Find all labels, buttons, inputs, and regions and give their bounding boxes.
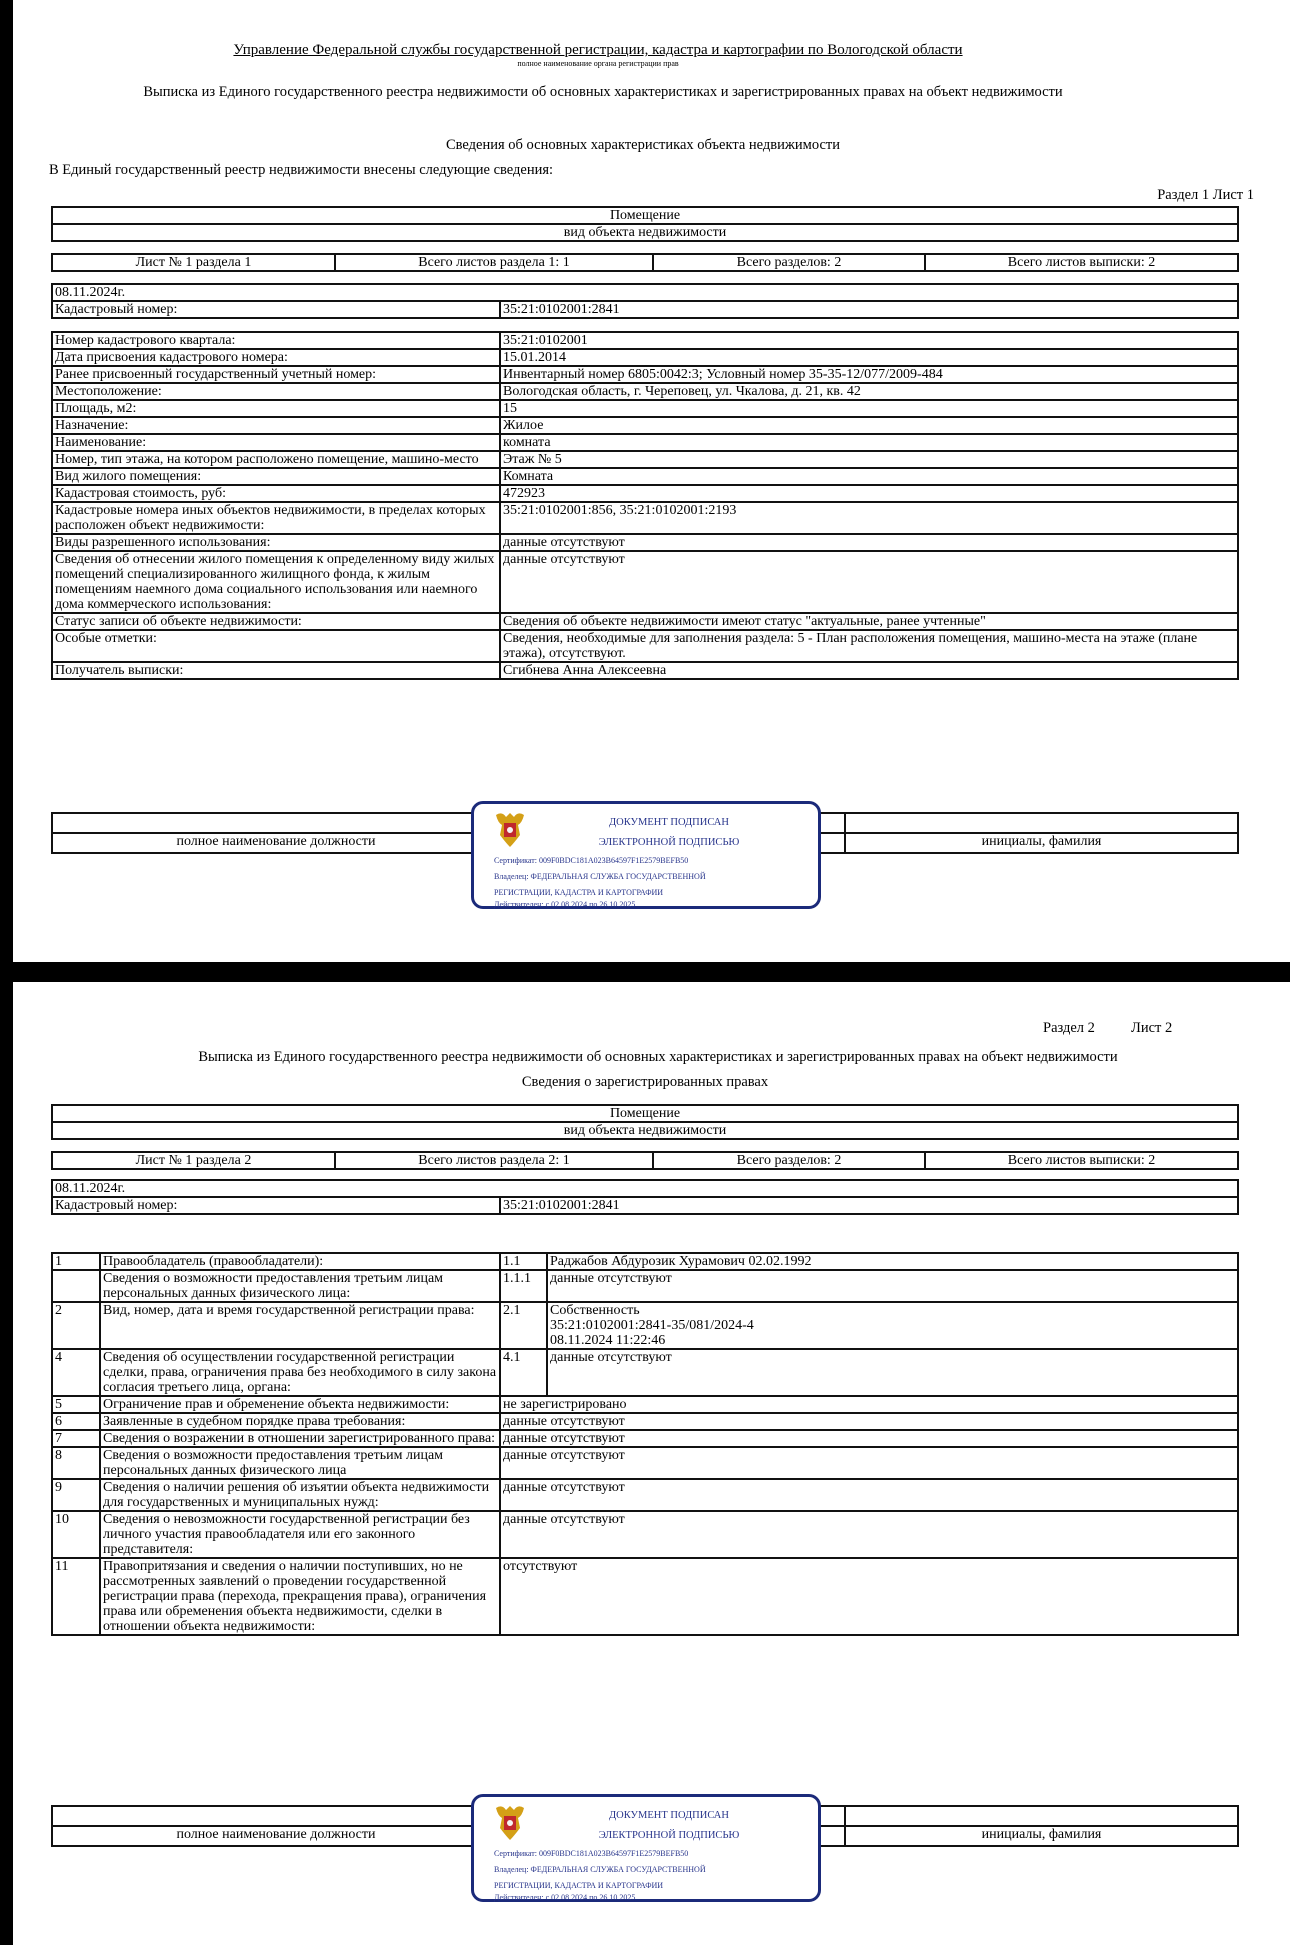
personal-data-value: данные отсутствуют <box>547 1270 1238 1302</box>
property-row <box>52 551 1238 613</box>
sheet-info-cell: Всего разделов: 2 <box>653 1152 925 1169</box>
sheet-info-cell: Всего листов раздела 1: 1 <box>335 254 653 271</box>
row-number: 9 <box>52 1479 100 1511</box>
property-row <box>52 332 1238 349</box>
property-label: Сведения об отнесении жилого помещения к определенному виду жилых помещений специализированного жилищного фонда, к жилым помещениям наемного дома социального использования или наемного дома коммерческого использования: <box>52 551 500 613</box>
consent-label: Сведения об осуществлении государственной регистрации сделки, права, ограничения права без необходимого в силу закона согласия третьего лица, органа: <box>100 1349 500 1396</box>
property-value: 15 <box>500 400 1238 417</box>
sub-number: 1.1 <box>500 1253 547 1270</box>
property-value: Вологодская область, г. Череповец, ул. Чкалова, д. 21, кв. 42 <box>500 383 1238 400</box>
property-row <box>52 534 1238 551</box>
object-type-caption: вид объекта недвижимости <box>52 1122 1238 1139</box>
property-row <box>52 451 1238 468</box>
stamp-owner-1: Владелец: ФЕДЕРАЛЬНАЯ СЛУЖБА ГОСУДАРСТВЕННОЙ <box>494 1865 706 1874</box>
stamp-certificate: Сертификат: 009F0BDC181A023B64597F1E2579BEFB50 <box>494 1849 689 1858</box>
property-row <box>52 383 1238 400</box>
row-number: 6 <box>52 1413 100 1430</box>
rights-row <box>52 1396 1238 1413</box>
stamp-validity: Действителен: с 02.08.2024 по 26.10.2025 <box>494 900 636 909</box>
sheet-info-table <box>51 253 1239 272</box>
registration-number: 35:21:0102001:2841-35/081/2024-4 <box>550 1318 754 1333</box>
property-label: Номер кадастрового квартала: <box>52 332 500 349</box>
extract-title: Выписка из Единого государственного реестра недвижимости об основных характеристиках и зарегистрированных правах на объект недвижимости <box>198 1049 1118 1065</box>
signatory-initials-caption: инициалы, фамилия <box>845 833 1238 853</box>
property-row <box>52 502 1238 534</box>
object-type-table <box>51 206 1239 242</box>
stamp-certificate: Сертификат: 009F0BDC181A023B64597F1E2579BEFB50 <box>494 856 689 865</box>
property-label: Местоположение: <box>52 383 500 400</box>
sheet-info-cell: Всего листов выписки: 2 <box>925 254 1238 271</box>
electronic-signature-stamp <box>471 801 821 909</box>
registry-org-caption: полное наименование органа регистрации прав <box>517 59 679 68</box>
sheet-info-cell: Всего разделов: 2 <box>653 254 925 271</box>
rights-row <box>52 1447 1238 1479</box>
object-properties-table <box>51 331 1239 680</box>
cadastral-number-label: Кадастровый номер: <box>52 1197 500 1214</box>
rights-label: Сведения о возможности предоставления третьим лицам персональных данных физического лица <box>100 1447 500 1479</box>
sub-number: 4.1 <box>500 1349 547 1396</box>
page-reference: Раздел 1 Лист 1 <box>1157 187 1254 203</box>
stamp-owner-2: РЕГИСТРАЦИИ, КАДАСТРА И КАРТОГРАФИИ <box>494 1881 664 1890</box>
property-label: Дата присвоения кадастрового номера: <box>52 349 500 366</box>
sub-number: 2.1 <box>500 1302 547 1349</box>
row-number: 2 <box>52 1302 100 1349</box>
property-label: Особые отметки: <box>52 630 500 662</box>
registration-label: Вид, номер, дата и время государственной регистрации права: <box>100 1302 500 1349</box>
section-title: Сведения об основных характеристиках объекта недвижимости <box>445 137 841 153</box>
rights-table <box>51 1252 1239 1636</box>
rights-label: Правопритязания и сведения о наличии поступивших, но не рассмотренных заявлений о проведении государственной регистрации права (перехода, прекращения права), ограничения права или обременения объекта недвижимости, сделки в отношении объекта недвижимости: <box>100 1558 500 1635</box>
cadastral-number-value: 35:21:0102001:2841 <box>500 301 1238 318</box>
coat-of-arms-icon <box>492 1802 528 1842</box>
property-value: данные отсутствуют <box>500 551 1238 613</box>
stamp-line-2: ЭЛЕКТРОННОЙ ПОДПИСЬЮ <box>598 837 740 848</box>
row-number: 1 <box>52 1253 100 1270</box>
section-reference: Раздел 2 <box>1043 1020 1095 1036</box>
rights-value: данные отсутствуют <box>500 1479 1238 1511</box>
rights-value: не зарегистрировано <box>500 1396 1238 1413</box>
registration-value <box>547 1302 1238 1349</box>
property-label: Ранее присвоенный государственный учетный номер: <box>52 366 500 383</box>
property-label: Площадь, м2: <box>52 400 500 417</box>
extract-date: 08.11.2024г. <box>52 284 1238 301</box>
rights-value: данные отсутствуют <box>500 1447 1238 1479</box>
object-type-table <box>51 1104 1239 1140</box>
object-type: Помещение <box>52 207 1238 224</box>
personal-data-label: Сведения о возможности предоставления третьим лицам персональных данных физического лица: <box>100 1270 500 1302</box>
row-number: 11 <box>52 1558 100 1635</box>
row-number: 10 <box>52 1511 100 1558</box>
sub-number: 1.1.1 <box>500 1270 547 1302</box>
signatory-position-caption: полное наименование должности <box>52 833 500 853</box>
property-row <box>52 400 1238 417</box>
stamp-line-1: ДОКУМЕНТ ПОДПИСАН <box>609 817 729 828</box>
property-value: данные отсутствуют <box>500 534 1238 551</box>
property-label: Получатель выписки: <box>52 662 500 679</box>
property-value: Комната <box>500 468 1238 485</box>
cadastral-number-label: Кадастровый номер: <box>52 301 500 318</box>
rights-row <box>52 1430 1238 1447</box>
rights-value: данные отсутствуют <box>500 1413 1238 1430</box>
section-title: Сведения о зарегистрированных правах <box>521 1074 769 1090</box>
property-value: Инвентарный номер 6805:0042:3; Условный номер 35-35-12/077/2009-484 <box>500 366 1238 383</box>
extract-sheet-1 <box>13 0 1290 962</box>
property-row <box>52 417 1238 434</box>
rights-label: Сведения о возражении в отношении зарегистрированного права: <box>100 1430 500 1447</box>
sheet-info-table <box>51 1151 1239 1170</box>
property-value: 472923 <box>500 485 1238 502</box>
stamp-line-1: ДОКУМЕНТ ПОДПИСАН <box>609 1810 729 1821</box>
property-value: 35:21:0102001:856, 35:21:0102001:2193 <box>500 502 1238 534</box>
property-row <box>52 613 1238 630</box>
property-row <box>52 630 1238 662</box>
rights-holder-label: Правообладатель (правообладатели): <box>100 1253 500 1270</box>
object-type: Помещение <box>52 1105 1238 1122</box>
property-value: Сведения об объекте недвижимости имеют статус "актуальные, ранее учтенные" <box>500 613 1238 630</box>
property-label: Кадастровая стоимость, руб: <box>52 485 500 502</box>
rights-value: данные отсутствуют <box>500 1430 1238 1447</box>
property-row <box>52 662 1238 679</box>
cadastral-header-table <box>51 1179 1239 1215</box>
sheet-info-cell: Всего листов раздела 2: 1 <box>335 1152 653 1169</box>
stamp-validity: Действителен: с 02.08.2024 по 26.10.2025 <box>494 1893 636 1902</box>
rights-row <box>52 1413 1238 1430</box>
property-value: Этаж № 5 <box>500 451 1238 468</box>
property-label: Кадастровые номера иных объектов недвижимости, в пределах которых расположен объект недвижимости: <box>52 502 500 534</box>
row-number: 5 <box>52 1396 100 1413</box>
intro-text: В Единый государственный реестр недвижимости внесены следующие сведения: <box>49 162 554 178</box>
property-value: Жилое <box>500 417 1238 434</box>
rights-label: Ограничение прав и обременение объекта недвижимости: <box>100 1396 500 1413</box>
electronic-signature-stamp <box>471 1794 821 1902</box>
property-value: 15.01.2014 <box>500 349 1238 366</box>
registry-org-name: Управление Федеральной службы государственной регистрации, кадастра и картографии по Вологодской области <box>233 42 963 58</box>
row-number: 7 <box>52 1430 100 1447</box>
cadastral-number-value: 35:21:0102001:2841 <box>500 1197 1238 1214</box>
property-row <box>52 434 1238 451</box>
row-number: 4 <box>52 1349 100 1396</box>
rights-holder-value: Раджабов Абдурозик Хурамович 02.02.1992 <box>547 1253 1238 1270</box>
property-row <box>52 366 1238 383</box>
sheet-info-cell: Лист № 1 раздела 2 <box>52 1152 335 1169</box>
rights-value: отсутствуют <box>500 1558 1238 1635</box>
object-type-caption: вид объекта недвижимости <box>52 224 1238 241</box>
stamp-line-2: ЭЛЕКТРОННОЙ ПОДПИСЬЮ <box>598 1830 740 1841</box>
signatory-initials-caption: инициалы, фамилия <box>845 1826 1238 1846</box>
property-value: комната <box>500 434 1238 451</box>
rights-row <box>52 1558 1238 1635</box>
property-row <box>52 468 1238 485</box>
rights-label: Сведения о наличии решения об изъятии объекта недвижимости для государственных и муниципальных нужд: <box>100 1479 500 1511</box>
coat-of-arms-icon <box>492 809 528 849</box>
extract-date: 08.11.2024г. <box>52 1180 1238 1197</box>
sheet-info-cell: Всего листов выписки: 2 <box>925 1152 1238 1169</box>
right-type: Собственность <box>550 1303 640 1318</box>
property-label: Наименование: <box>52 434 500 451</box>
property-label: Статус записи об объекте недвижимости: <box>52 613 500 630</box>
property-label: Виды разрешенного использования: <box>52 534 500 551</box>
property-label: Номер, тип этажа, на котором расположено помещение, машино-место <box>52 451 500 468</box>
stamp-owner-2: РЕГИСТРАЦИИ, КАДАСТРА И КАРТОГРАФИИ <box>494 888 664 897</box>
stamp-owner-1: Владелец: ФЕДЕРАЛЬНАЯ СЛУЖБА ГОСУДАРСТВЕННОЙ <box>494 872 706 881</box>
rights-label: Заявленные в судебном порядке права требования: <box>100 1413 500 1430</box>
sheet-reference: Лист 2 <box>1131 1020 1173 1036</box>
rights-row <box>52 1479 1238 1511</box>
extract-title: Выписка из Единого государственного реестра недвижимости об основных характеристиках и зарегистрированных правах на объект недвижимости <box>143 84 1063 100</box>
property-label: Назначение: <box>52 417 500 434</box>
property-row <box>52 485 1238 502</box>
rights-value: данные отсутствуют <box>500 1511 1238 1558</box>
rights-label: Сведения о невозможности государственной регистрации без личного участия правообладателя или его законного представителя: <box>100 1511 500 1558</box>
cadastral-header-table <box>51 283 1239 319</box>
property-value: Сгибнева Анна Алексеевна <box>500 662 1238 679</box>
extract-sheet-2 <box>13 982 1290 1945</box>
rights-row <box>52 1511 1238 1558</box>
registration-datetime: 08.11.2024 11:22:46 <box>550 1333 666 1348</box>
consent-value: данные отсутствуют <box>547 1349 1238 1396</box>
property-value: Сведения, необходимые для заполнения раздела: 5 - План расположения помещения, машино-места на этаже (плане этажа), отсутствуют. <box>500 630 1238 662</box>
signatory-position-caption: полное наименование должности <box>52 1826 500 1846</box>
property-value: 35:21:0102001 <box>500 332 1238 349</box>
sheet-info-cell: Лист № 1 раздела 1 <box>52 254 335 271</box>
property-row <box>52 349 1238 366</box>
row-number: 8 <box>52 1447 100 1479</box>
property-label: Вид жилого помещения: <box>52 468 500 485</box>
